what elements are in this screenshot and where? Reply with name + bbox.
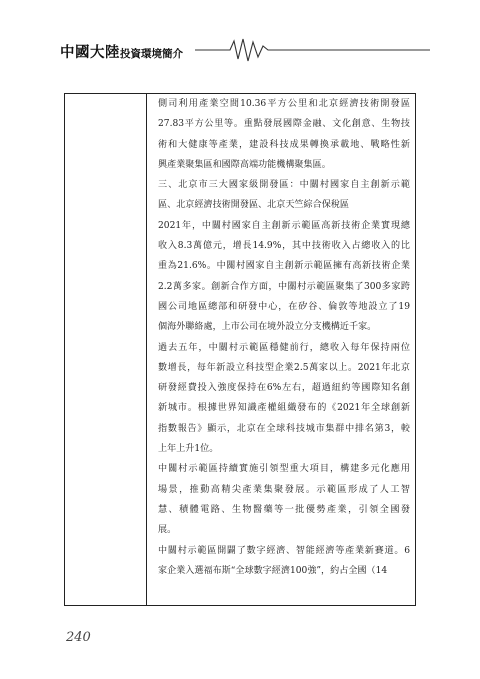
table-column-divider [146, 93, 147, 606]
book-title-main: 中國大陸 [60, 45, 120, 61]
text-line: 指數報告》顯示，北京在全球科技城市集群中排名第3，較 [158, 423, 410, 434]
page-number: 240 [66, 630, 91, 645]
text-line: 中關村示範區開闢了數字經濟、智能經濟等產業新賽道。6 [158, 545, 410, 556]
text-line: 興產業聚集區和國際高端功能機構聚集區。 [158, 159, 331, 170]
text-line: 展。 [158, 525, 177, 536]
book-title-sub: 投資環境簡介 [120, 48, 183, 60]
text-line: 收入8.3萬億元，增長14.9%，其中技術收入占總收入的比 [158, 241, 410, 252]
text-line: 上年上升1位。 [158, 444, 219, 455]
paragraph [158, 541, 410, 582]
text-line: 2.2萬多家。創新合作方面，中關村示範區聚集了300多家跨 [158, 281, 410, 292]
paragraph [158, 338, 410, 460]
text-line: 側司利用產業空間10.36平方公里和北京經濟技術開發區 [158, 99, 410, 109]
text-line: 重為21.6%。中關村國家自主創新示範區擁有高新技術企業 [158, 261, 410, 272]
text-line: 術和大健康等產業，建設科技成果轉換承載地、戰略性新 [158, 139, 410, 150]
paragraph [158, 216, 410, 338]
text-line: 區、北京經濟技術開發區、北京天竺綜合保稅區 [158, 200, 349, 211]
paragraph [158, 94, 410, 175]
text-line: 中關村示範區持續實施引領型重大項目，構建多元化應用 [158, 464, 410, 475]
text-line: 家企業入選福布斯“全球數字經濟100強”，約占全國（14 [158, 565, 388, 576]
text-line: 三、北京市三大國家級開發區：中關村國家自主創新示範 [158, 180, 410, 191]
text-line: 研發經費投入強度保持在6%左右，超過紐約等國際知名創 [158, 383, 410, 394]
text-line: 個海外聯絡處，上市公司在境外設立分支機構近千家。 [158, 322, 377, 333]
text-line: 場景，推動高精尖產業集聚發展。示範區形成了人工智 [158, 484, 410, 495]
text-line: 數增長，每年新設立科技型企業2.5萬家以上。2021年北京 [158, 362, 410, 373]
text-line: 27.83平方公里等。重點發展國際金融、文化創意、生物技 [158, 119, 410, 130]
text-line: 新城市。根據世界知識產權組織發布的《2021年全球創新 [158, 403, 410, 414]
book-title [60, 41, 183, 62]
table-content-cell [158, 94, 410, 581]
text-line: 2021年，中關村國家自主創新示範區高新技術企業實現總 [158, 220, 410, 231]
page-header [60, 37, 430, 63]
paragraph [158, 459, 410, 540]
paragraph [158, 175, 410, 216]
text-line: 國公司地區總部和研發中心，在矽谷、倫敦等地設立了19 [158, 301, 410, 312]
text-line: 過去五年，中關村示範區穩健前行，總收入每年保持兩位 [158, 342, 410, 353]
text-line: 慧、積體電路、生物醫藥等一批優勢產業，引領全國發 [158, 504, 410, 515]
